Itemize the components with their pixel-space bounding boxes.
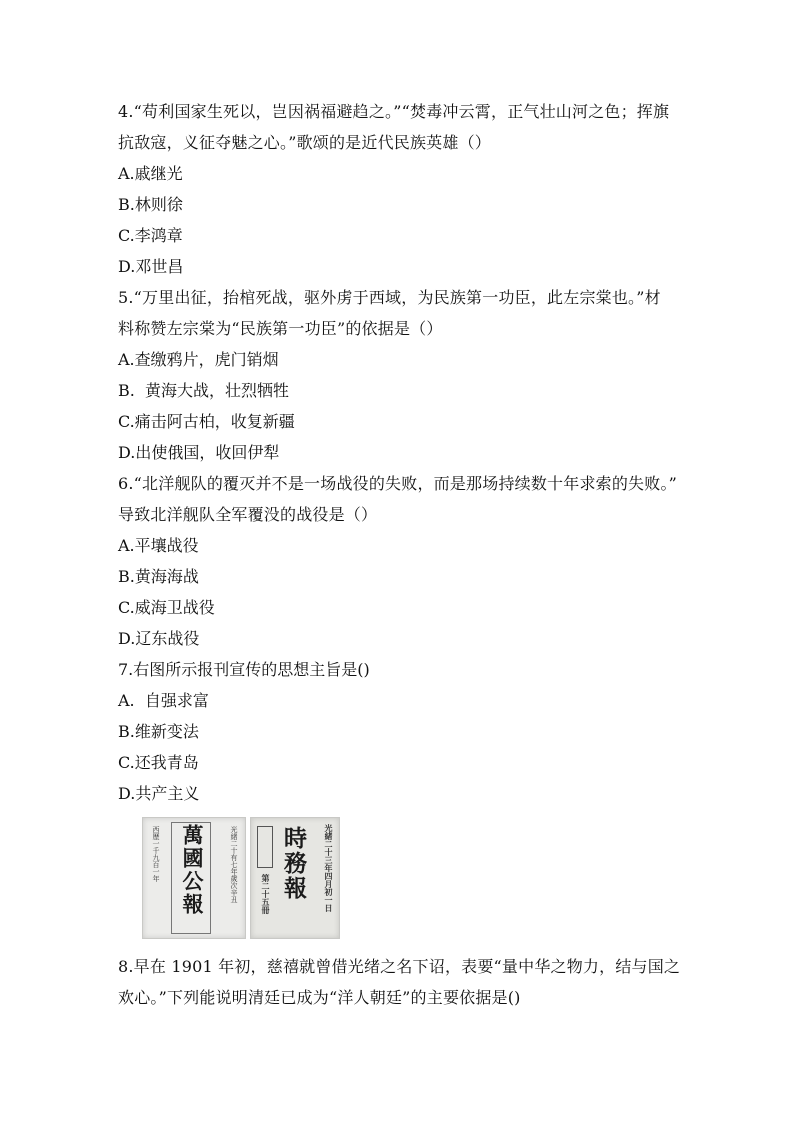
question-6 bbox=[118, 468, 678, 654]
option-b[interactable]: B.林则徐 bbox=[118, 195, 183, 214]
question-stem: 6.“北洋舰队的覆灭并不是一场战役的失败，而是那场持续数十年求索的失败。” bbox=[118, 474, 678, 493]
question-stem: 7.右图所示报刊宣传的思想主旨是() bbox=[118, 660, 370, 679]
option-b[interactable]: B.黄海海战 bbox=[118, 567, 199, 586]
newspaper-images bbox=[118, 817, 678, 945]
paper-date-column: 光緒二十有七年歲次辛丑 bbox=[230, 826, 238, 903]
question-stem: 欢心。”下列能说明清廷已成为“洋人朝廷”的主要依据是() bbox=[118, 988, 521, 1007]
wanguo-gongbao-image bbox=[142, 817, 246, 939]
question-stem: 8.早在 1901 年初，慈禧就曾借光绪之名下诏，表要“量中华之物力，结与国之 bbox=[118, 957, 681, 976]
option-c[interactable]: C.李鸿章 bbox=[118, 226, 183, 245]
option-a[interactable]: A.平壤战役 bbox=[118, 536, 199, 555]
option-c[interactable]: C.痛击阿古柏，收复新疆 bbox=[118, 412, 295, 431]
paper-western-date: 西歷一千九百一年 bbox=[152, 826, 160, 882]
option-b[interactable]: B.维新变法 bbox=[118, 722, 199, 741]
paper-title: 時務報 bbox=[280, 826, 307, 901]
question-stem: 料称赞左宗棠为“民族第一功臣”的依据是（） bbox=[118, 319, 443, 338]
option-d[interactable]: D.辽东战役 bbox=[118, 629, 200, 648]
option-a[interactable]: A. 自强求富 bbox=[118, 691, 209, 710]
paper-date-column: 光緒二十三年四月初一日 bbox=[324, 824, 334, 912]
title-frame bbox=[171, 822, 211, 934]
option-c[interactable]: C.威海卫战役 bbox=[118, 598, 215, 617]
question-7 bbox=[118, 654, 678, 809]
question-8 bbox=[118, 951, 681, 1013]
option-b[interactable]: B. 黄海大战，壮烈牺牲 bbox=[118, 381, 290, 400]
question-stem: 抗敌寇，义征夺魅之心。”歌颂的是近代民族英雄（） bbox=[118, 133, 491, 152]
paper-stamp bbox=[257, 826, 273, 868]
option-a[interactable]: A.查缴鸦片，虎门销烟 bbox=[118, 350, 279, 369]
option-d[interactable]: D.邓世昌 bbox=[118, 257, 184, 276]
option-d[interactable]: D.出使俄国，收回伊犁 bbox=[118, 443, 280, 462]
option-a[interactable]: A.戚继光 bbox=[118, 164, 183, 183]
option-d[interactable]: D.共产主义 bbox=[118, 784, 200, 803]
question-5 bbox=[118, 282, 678, 468]
shiwu-bao-image bbox=[250, 817, 340, 939]
question-stem: 导致北洋舰队全军覆没的战役是（） bbox=[118, 505, 378, 524]
paper-title: 萬國公報 bbox=[180, 824, 205, 916]
question-4 bbox=[118, 96, 678, 282]
option-c[interactable]: C.还我青岛 bbox=[118, 753, 199, 772]
question-stem: 4.“苟利国家生死以，岂因祸福避趋之。”“焚毒冲云霄，正气壮山河之色；挥旗 bbox=[118, 102, 670, 121]
question-page bbox=[118, 96, 681, 1013]
paper-issue: 第二十五冊 bbox=[261, 874, 271, 914]
question-stem: 5.“万里出征，抬棺死战，驱外虏于西域，为民族第一功臣，此左宗棠也。”材 bbox=[118, 288, 661, 307]
